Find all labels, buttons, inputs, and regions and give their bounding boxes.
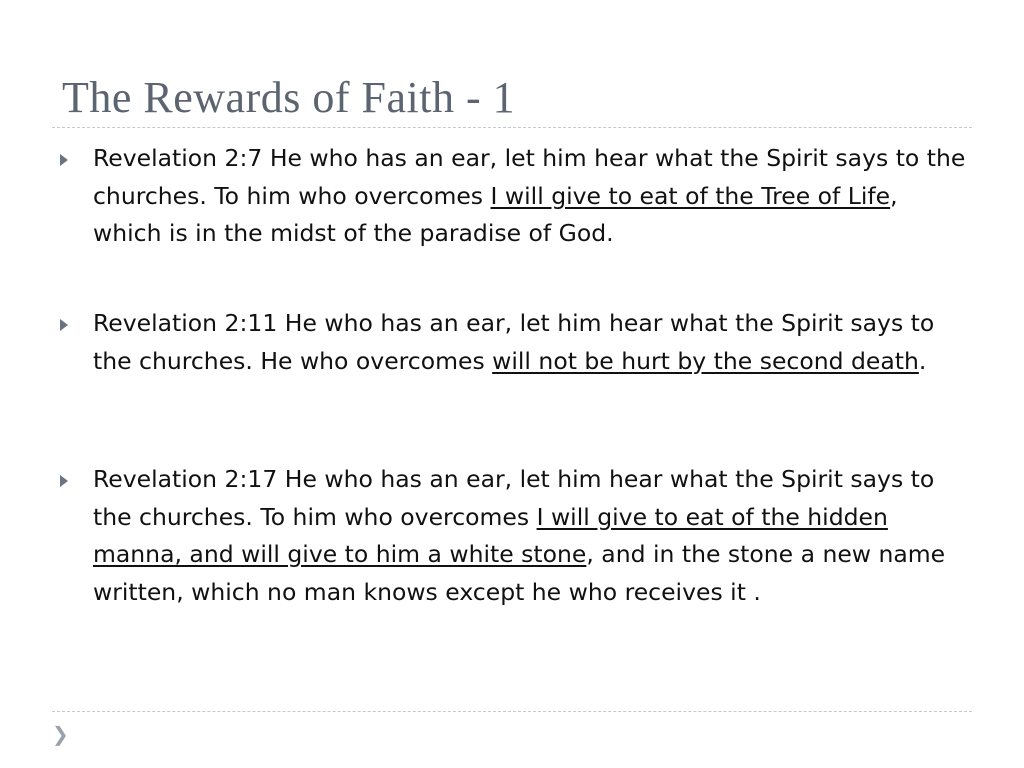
triangle-bullet-icon xyxy=(60,319,68,331)
bullet-ref: Revelation 2:11 xyxy=(93,309,278,337)
bullet-text xyxy=(93,305,973,380)
bullet-plain-2: . xyxy=(918,346,927,375)
slide-title: The Rewards of Faith - 1 xyxy=(62,73,516,122)
bullet-ref: Revelation 2:17 xyxy=(93,465,278,493)
bullet-plain-2: , which is in the midst of the paradise of God. xyxy=(93,181,898,247)
bullet-plain-1: He who has an ear, let him hear what the Spirit says to the churches. He who overcomes xyxy=(93,309,935,375)
bullet-plain-1: He who has an ear, let him hear what the Spirit says to the churches. To him who overcomes xyxy=(93,465,935,531)
chevron-right-icon[interactable]: ❯ xyxy=(52,722,69,746)
bullet-underlined: will not be hurt by the second death xyxy=(492,346,919,375)
bullet-plain-2: , and in the stone a new name written, which no man knows except he who receives it . xyxy=(93,540,946,606)
bullet-text xyxy=(93,140,973,253)
bullet-underlined: I will give to eat of the Tree of Life xyxy=(490,181,891,210)
bullet-underlined: I will give to eat of the hidden manna, and will give to him a white stone xyxy=(93,502,888,568)
title-divider xyxy=(52,127,972,128)
triangle-bullet-icon xyxy=(60,154,68,166)
bullet-text xyxy=(93,461,973,611)
bullet-plain-1: He who has an ear, let him hear what the Spirit says to the churches. To him who overcomes xyxy=(93,144,966,210)
triangle-bullet-icon xyxy=(60,475,68,487)
bullet-ref: Revelation 2:7 xyxy=(93,144,263,172)
footer-divider xyxy=(52,711,972,712)
